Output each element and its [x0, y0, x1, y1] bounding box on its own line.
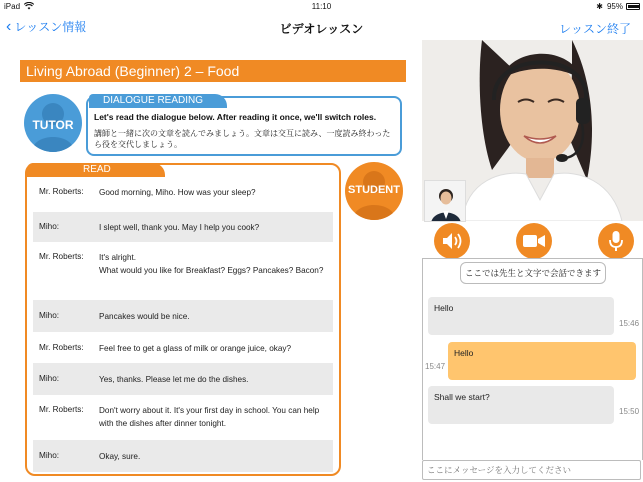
line-text: Okay, sure. — [99, 452, 141, 461]
message-timestamp: 15:46 — [619, 319, 640, 328]
student-avatar — [345, 162, 403, 220]
line-text: It's alright. What would you like for Breakfast? Eggs? Pancakes? Bacon? — [99, 253, 324, 275]
message-text: Hello — [454, 348, 474, 358]
chat-notice: ここでは先生と文字で会話できます — [460, 262, 606, 284]
instruction-english: Let's read the dialogue below. After reading it once, we'll switch roles. — [94, 112, 377, 122]
device-label: iPad — [4, 2, 21, 11]
battery-percent: ✱ 95% — [596, 2, 623, 11]
line-text: Feel free to get a glass of milk or orange juice, okay? — [99, 344, 292, 353]
chat-message-tutor — [428, 297, 614, 335]
message-text: Shall we start? — [434, 392, 490, 402]
speaker-name: Miho: — [39, 311, 60, 320]
dialogue-line — [33, 300, 333, 332]
navigation-bar — [0, 14, 643, 40]
speaker-name: Miho: — [39, 374, 60, 383]
dialogue-reading-tab: DIALOGUE READING — [89, 94, 227, 108]
chat-message-me — [448, 342, 636, 380]
instruction-japanese: 講師と一緒に次の文章を読んでみましょう。文章は交互に読み、一度読み終わったら役を交代しましょう。 — [94, 129, 391, 149]
dialogue-line — [33, 343, 333, 357]
speaker-name: Mr. Roberts: — [39, 252, 84, 261]
speaker-name: Mr. Roberts: — [39, 343, 84, 352]
chevron-left-icon: ‹ — [6, 17, 12, 35]
speaker-name: Miho: — [39, 222, 60, 231]
microphone-button[interactable] — [598, 223, 634, 259]
chat-message-input[interactable] — [422, 460, 641, 480]
speaker-name: Mr. Roberts: — [39, 405, 84, 414]
line-text: I slept well, thank you. May I help you cook? — [99, 223, 260, 232]
bluetooth-icon: ✱ — [596, 2, 603, 11]
tutor-avatar — [24, 94, 82, 152]
dialogue-line — [33, 212, 333, 242]
chat-message-tutor — [428, 386, 614, 424]
student-label: STUDENT — [348, 184, 400, 196]
speaker-icon — [441, 231, 463, 251]
tutor-label: TUTOR — [32, 118, 74, 132]
camera-button[interactable] — [516, 223, 552, 259]
status-bar — [0, 0, 643, 14]
dialogue-line — [33, 252, 333, 294]
end-lesson-button[interactable]: レッスン終了 — [559, 22, 631, 36]
read-tab: READ — [27, 163, 165, 177]
message-text: Hello — [434, 303, 454, 313]
page-title: ビデオレッスン — [279, 22, 364, 36]
call-controls — [422, 221, 643, 257]
dialogue-line — [33, 405, 333, 433]
self-video-preview — [424, 180, 466, 222]
message-timestamp: 15:47 — [425, 362, 446, 371]
dialogue-line — [33, 187, 333, 201]
line-text: Pancakes would be nice. — [99, 312, 190, 321]
clock: 11:10 — [311, 2, 332, 11]
line-text: Good morning, Miho. How was your sleep? — [99, 188, 256, 197]
message-timestamp: 15:50 — [619, 407, 640, 416]
microphone-icon — [608, 230, 624, 252]
line-text: Don't worry about it. It's your first day in school. You can help with the dishes after dinner tonight. — [99, 406, 320, 428]
line-text: Yes, thanks. Please let me do the dishes. — [99, 375, 249, 384]
back-button-label: レッスン情報 — [14, 20, 87, 34]
speaker-name: Miho: — [39, 451, 60, 460]
dialogue-line — [33, 363, 333, 395]
speaker-button[interactable] — [434, 223, 470, 259]
battery-icon — [626, 3, 640, 10]
speaker-name: Mr. Roberts: — [39, 187, 84, 196]
video-camera-icon — [522, 233, 546, 249]
lesson-title: Living Abroad (Beginner) 2 – Food — [20, 60, 406, 82]
dialogue-line — [33, 440, 333, 472]
self-video-image — [425, 181, 466, 222]
